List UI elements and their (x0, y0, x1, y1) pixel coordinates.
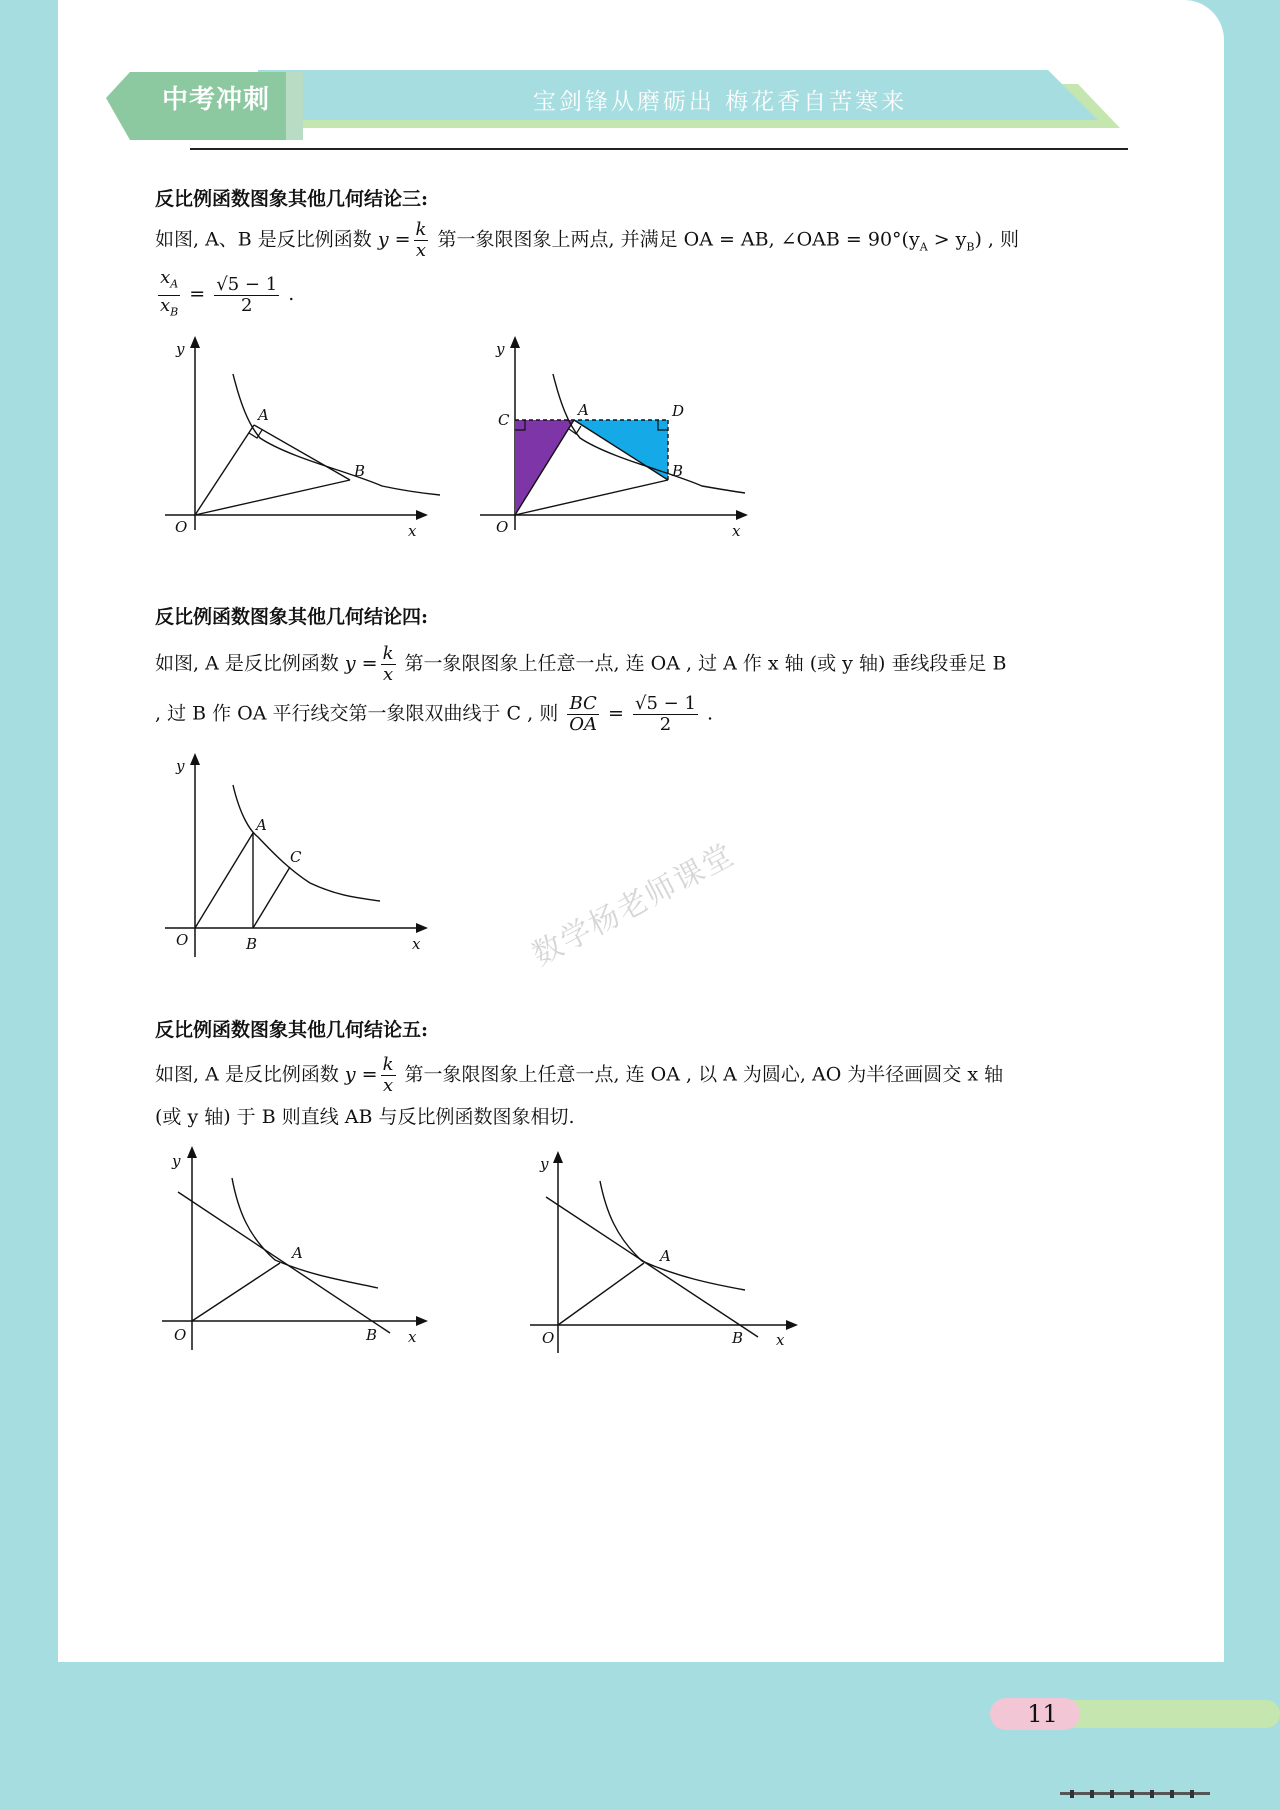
tangent-line-AB (178, 1192, 390, 1333)
segment-OA (195, 425, 254, 515)
label-B: B (366, 1326, 378, 1344)
label-y: y (540, 1155, 549, 1173)
figure-5b (520, 1145, 820, 1365)
s3-ratio-den-sub: B (170, 305, 179, 319)
formula-num: k (415, 219, 427, 240)
label-O: O (175, 518, 188, 536)
section-3-title: 反比例函数图象其他几何结论三: (155, 188, 429, 210)
s4-eq: = (608, 702, 624, 725)
s3-text-end: ) , 则 (974, 228, 1020, 251)
x-axis-arrow (786, 1320, 798, 1330)
formula-fraction (381, 644, 396, 685)
segment-OA (558, 1263, 644, 1325)
formula-lhs: y = (377, 228, 411, 251)
hyperbola-curve (600, 1181, 745, 1290)
x-axis-arrow (416, 923, 428, 933)
segment-OA (195, 833, 253, 928)
s3-end: . (288, 283, 295, 306)
section-3-line-1 (155, 220, 1019, 262)
s3-ratio-den: x (160, 294, 171, 316)
label-O: O (176, 931, 189, 949)
s3-gt: > y (927, 228, 967, 251)
s4-ratio-num: BC (567, 694, 599, 715)
s4-ratio (567, 694, 599, 735)
label-x: x (776, 1331, 785, 1349)
figure-3b (470, 330, 770, 550)
s3-ratio-num: x (160, 267, 171, 288)
hyperbola-curve (233, 374, 440, 495)
label-x: x (408, 522, 417, 540)
s4-result-den: 2 (659, 714, 672, 735)
section-4-line-2 (155, 694, 713, 735)
formula-den: x (382, 664, 394, 685)
s5-text-b: 第一象限图象上任意一点, 连 OA , 以 A 为圆心, AO 为半径画圆交 x 轴 (398, 1063, 1004, 1086)
segment-AB (254, 425, 350, 480)
label-x: x (732, 522, 741, 540)
header-rule (190, 148, 1128, 150)
figure-3a (150, 330, 450, 550)
s3-sub-b: B (966, 240, 975, 254)
formula-num: k (382, 1054, 394, 1075)
label-A: A (660, 1247, 671, 1265)
banner-motto: 宝剑锋从磨砺出 梅花香自苦寒来 (532, 89, 908, 115)
s4-text-a: 如图, A 是反比例函数 (155, 652, 345, 675)
formula-den: x (382, 1075, 394, 1096)
formula-fraction (414, 220, 429, 261)
label-y: y (172, 1152, 181, 1170)
formula-lhs: y = (344, 652, 378, 675)
x-axis-arrow (736, 510, 748, 520)
formula-num: k (382, 643, 394, 664)
section-5-title: 反比例函数图象其他几何结论五: (155, 1019, 429, 1041)
label-D: D (672, 402, 685, 420)
label-B: B (732, 1329, 744, 1347)
segment-OA (192, 1263, 280, 1321)
s4-ratio-den: OA (569, 714, 597, 735)
s3-text-a: 如图, A、B 是反比例函数 (155, 228, 378, 251)
s4-result (633, 694, 698, 735)
section-4-line-1 (155, 644, 1006, 685)
s3-sub-a: A (919, 240, 928, 254)
label-x: x (408, 1328, 417, 1346)
s3-eq: = (189, 283, 206, 306)
label-O: O (496, 518, 509, 536)
label-B: B (672, 462, 684, 480)
label-A: A (258, 406, 269, 424)
label-A: A (578, 401, 589, 419)
formula-lhs: y = (344, 1063, 378, 1086)
label-y: y (176, 340, 185, 358)
section-4-title: 反比例函数图象其他几何结论四: (155, 606, 429, 628)
label-C: C (290, 848, 302, 866)
label-C: C (498, 411, 510, 429)
label-x: x (412, 935, 421, 953)
label-B: B (246, 935, 258, 953)
label-A: A (256, 816, 267, 834)
label-B: B (354, 462, 366, 480)
x-axis-arrow (416, 1316, 428, 1326)
banner-tag-text: 中考冲刺 (161, 85, 270, 115)
figure-4 (150, 745, 450, 965)
y-axis-arrow (190, 336, 200, 348)
s4-text-b: 第一象限图象上任意一点, 连 OA , 过 A 作 x 轴 (或 y 轴) 垂线段垂足 B (398, 652, 1007, 675)
progress-ticks (1060, 1790, 1260, 1806)
s5-text-a: 如图, A 是反比例函数 (155, 1063, 345, 1086)
y-axis-arrow (553, 1151, 563, 1163)
s3-result-num: √5 − 1 (216, 273, 278, 295)
y-axis-arrow (510, 336, 520, 348)
x-axis-arrow (416, 510, 428, 520)
s3-result-den: 2 (240, 294, 253, 316)
figure-5a (150, 1140, 450, 1360)
formula-fraction (381, 1055, 396, 1096)
s4-end: . (706, 702, 714, 725)
s3-ratio (158, 268, 180, 322)
s3-result (214, 275, 279, 316)
label-O: O (542, 1329, 555, 1347)
tangent-line-AB (546, 1197, 758, 1337)
s4-result-num: √5 − 1 (635, 693, 696, 714)
formula-den: x (415, 240, 427, 261)
section-5-line-1 (155, 1055, 1003, 1096)
label-y: y (176, 757, 185, 775)
segment-BC (253, 867, 290, 928)
label-A: A (292, 1244, 303, 1262)
section-3-line-2 (155, 268, 294, 322)
segment-OB (515, 480, 668, 515)
watermark: 数学杨老师课堂 (526, 837, 741, 974)
page-number: 11 (1027, 1700, 1058, 1728)
section-5-line-2: (或 y 轴) 于 B 则直线 AB 与反比例函数图象相切. (155, 1106, 575, 1128)
y-axis-arrow (190, 753, 200, 765)
hyperbola-curve (232, 1178, 378, 1288)
label-O: O (174, 1326, 187, 1344)
s3-ratio-num-sub: A (170, 277, 179, 291)
s4-text-c: , 过 B 作 OA 平行线交第一象限双曲线于 C , 则 (155, 702, 565, 725)
s3-text-b: 第一象限图象上两点, 并满足 OA = AB, ∠OAB = 90°(y (431, 228, 920, 251)
y-axis-arrow (187, 1146, 197, 1158)
segment-OB (195, 480, 350, 515)
hyperbola-curve (233, 785, 380, 901)
label-y: y (496, 340, 505, 358)
